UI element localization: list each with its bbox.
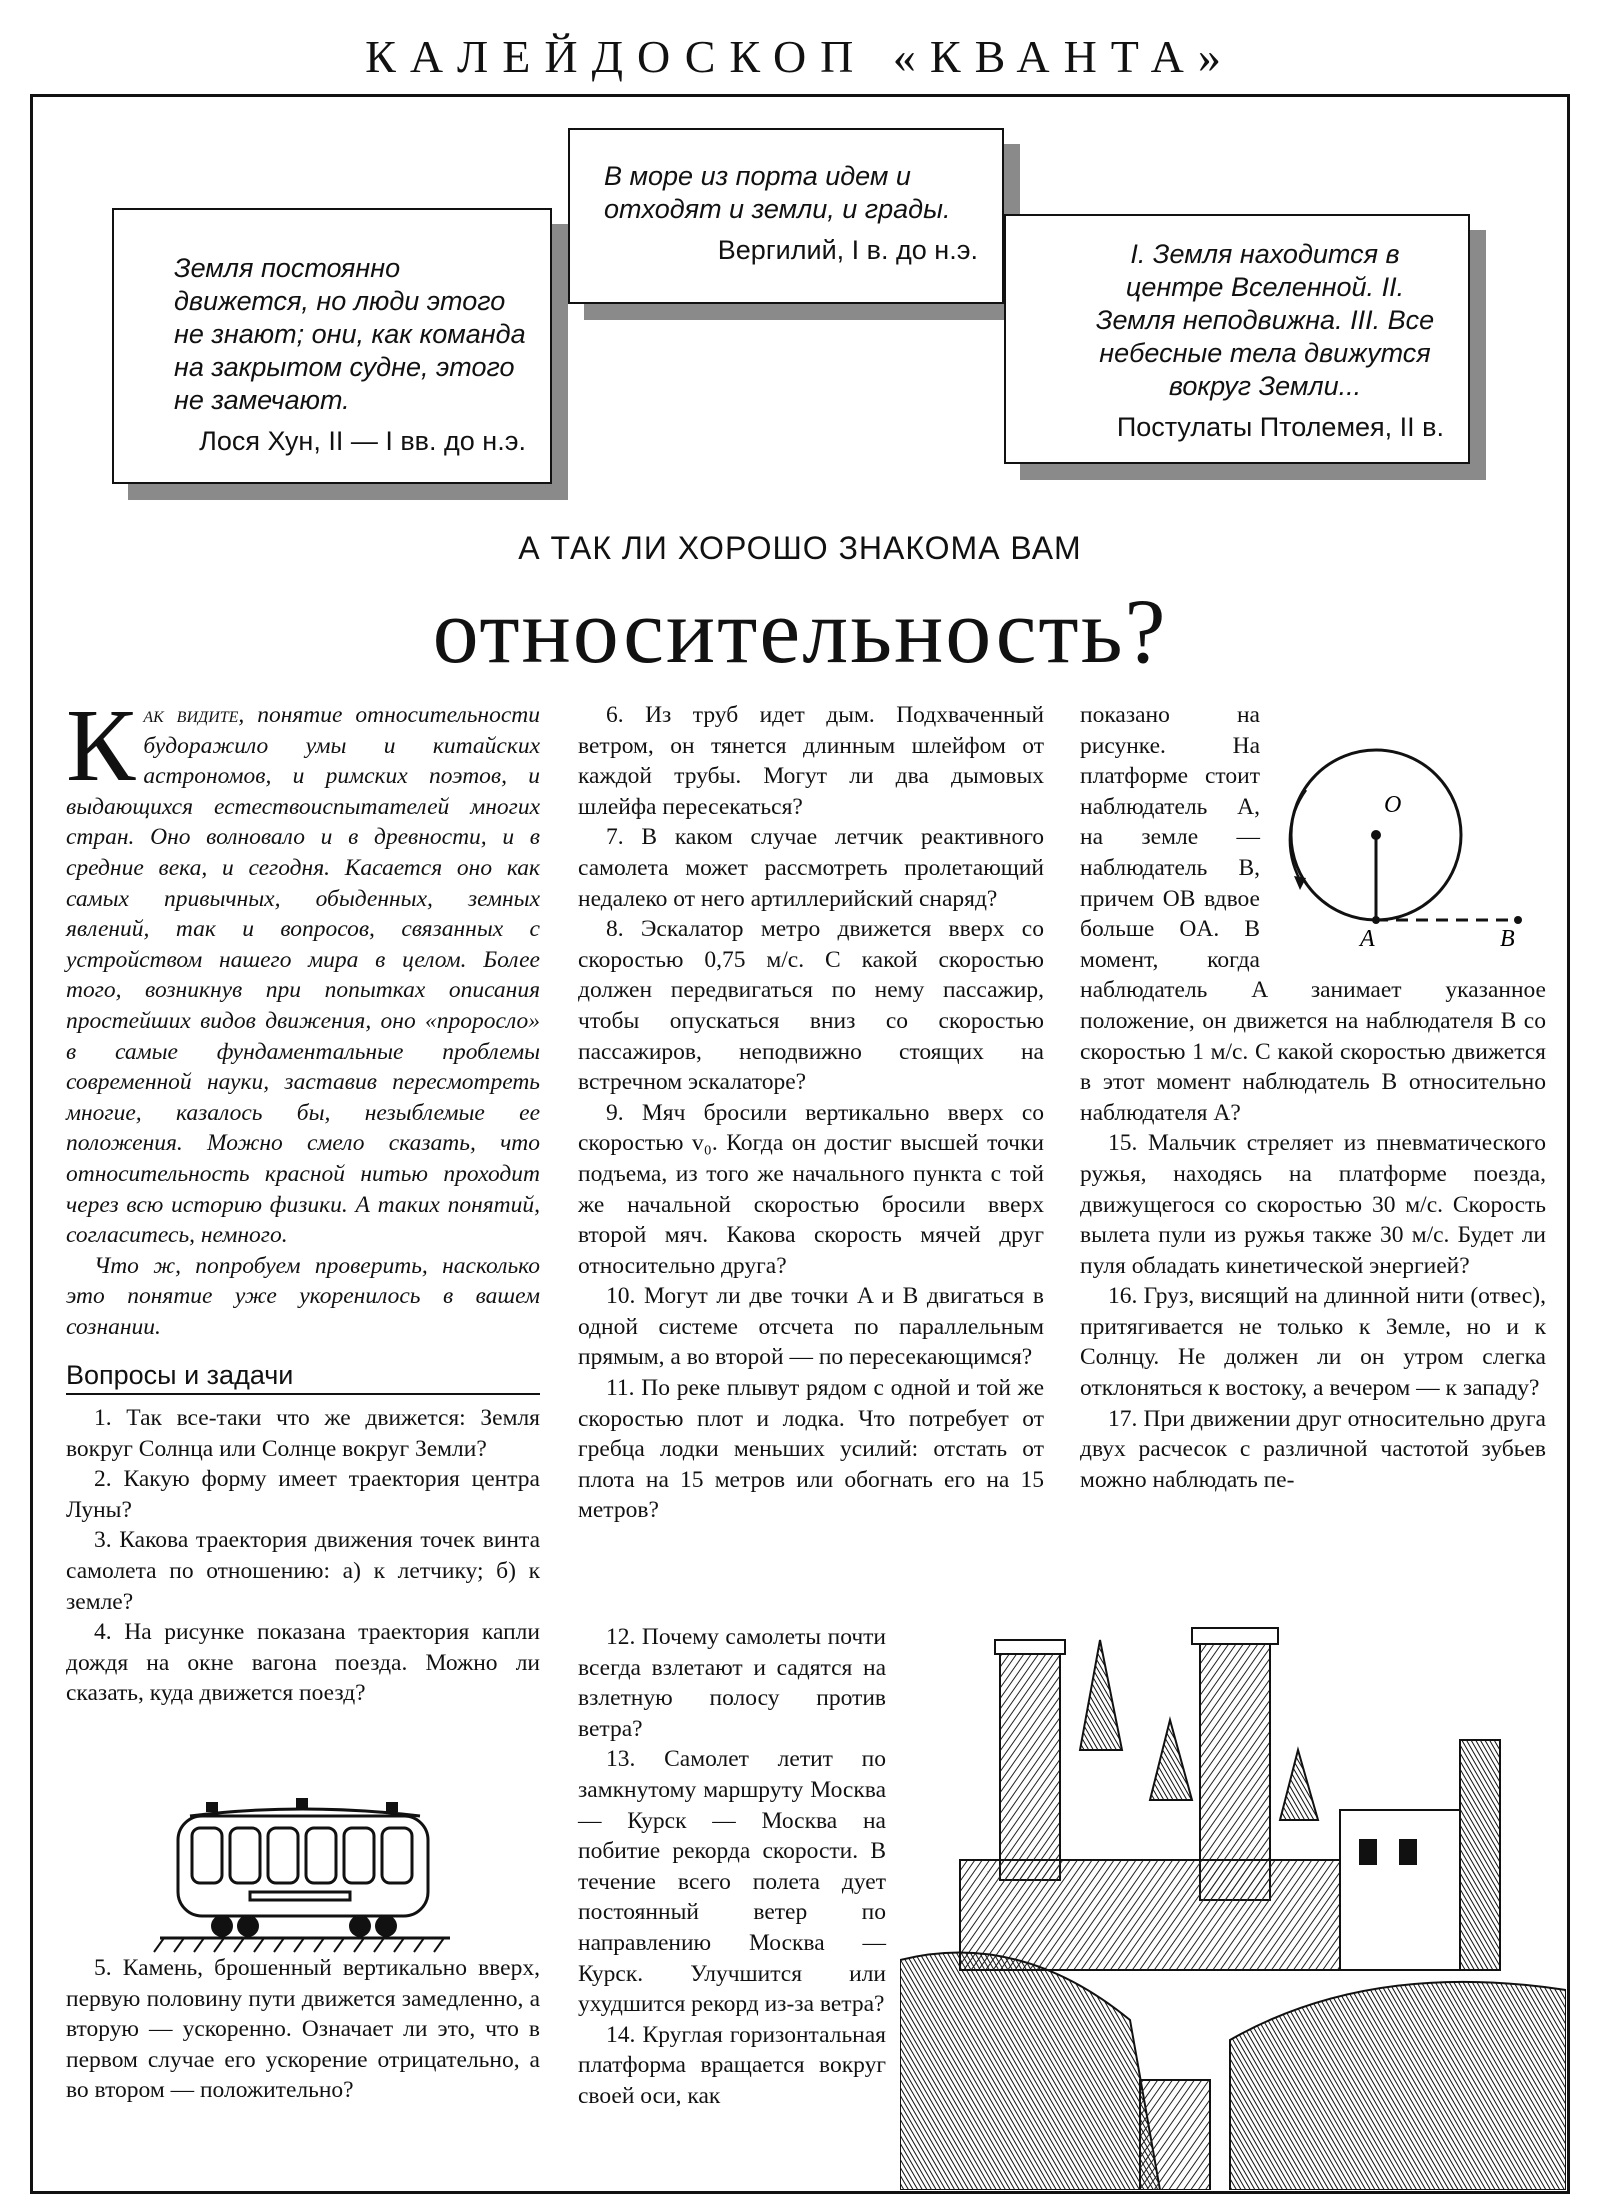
question-5: 5. Камень, брошенный вертикально вверх, первую половину пути движется замедленно, а вторую — ускоренно. Означает ли это, что в первом случае его ускорение отрицательно, а во втором — положительно? <box>66 1955 540 2104</box>
question-15: 15. Мальчик стреляет из пневматического ружья, находясь на платформе поезда, движущегося со скоростью 30 м/с. Скорость вылета пули из ружья также 30 м/с. Будет ли пуля обладать кинетической энергией? <box>1080 1130 1546 1279</box>
drop-cap: К <box>66 688 136 803</box>
intro-lead: ак видите, <box>143 702 245 728</box>
question-1: 1. Так все-таки что же движется: Земля вокруг Солнца или Солнце вокруг Земли? <box>66 1405 540 1462</box>
article-title: относительность? <box>432 580 1168 682</box>
castle-engraving <box>900 1600 1566 2190</box>
quote-author-2: Вергилий, I в. до н.э. <box>717 235 978 265</box>
question-4: 4. На рисунке показана траектория капли дождя на окне вагона поезда. Можно ли сказать, куда движется поезд? <box>66 1619 540 1707</box>
question-13: 13. Самолет летит по замкнутому маршруту Москва — Курск — Москва на побитие рекорда скорости. В течение всего полета дует постоянный ветер по направлению Москва — Курск. Улучшится или ухудшится рекорд из-за ветра? <box>578 1746 886 2018</box>
question-14: 14. Круглая горизонтальная платформа вращается вокруг своей оси, как <box>578 2021 886 2109</box>
column-1-bottom <box>66 1953 540 2106</box>
quote-box-1 <box>112 208 552 484</box>
question-10: 10. Могут ли две точки A и B двигаться в одной системе отсчета по параллельным прямым, а во второй — по пересекающимся? <box>578 1283 1044 1371</box>
question-3: 3. Какова траектория движения точек винта самолета по отношению: а) к летчику; б) к земле? <box>66 1527 540 1615</box>
platform-figure <box>1266 740 1546 950</box>
section-heading: Вопросы и задачи <box>66 1360 540 1395</box>
question-8: 8. Эскалатор метро движется вверх со скоростью 0,75 м/с. С какой скоростью должен передвигаться по нему пассажир, чтобы опускаться вниз со скоростью пассажиров, неподвижно стоящих на встречном эскалаторе? <box>578 916 1044 1096</box>
quote-box-3 <box>1004 214 1470 464</box>
intro-second: Что ж, попробуем проверить, насколько это понятие уже укоренилось в вашем сознании. <box>66 1252 540 1340</box>
column-2 <box>578 700 1044 1526</box>
intro-paragraph <box>66 688 540 1251</box>
article-subtitle: А ТАК ЛИ ХОРОШО ЗНАКОМА ВАМ <box>518 530 1082 566</box>
column-1 <box>66 688 540 1709</box>
label-b: B <box>1500 926 1515 950</box>
quote-text-3: I. Земля находится в центре Вселенной. II. Земля неподвижна. III. Все небесные тела движутся вокруг Земли... <box>1095 239 1435 401</box>
label-o: O <box>1384 792 1402 818</box>
quote-box-2 <box>568 128 1004 304</box>
question-6: 6. Из труб идет дым. Подхваченный ветром, он тянется длинным шлейфом от каждой трубы. Могут ли два дымовых шлейфа пересекаться? <box>578 702 1044 820</box>
column-3 <box>1080 700 1546 1495</box>
question-7: 7. В каком случае летчик реактивного самолета может рассмотреть пролетающий недалеко от него артиллерийский снаряд? <box>578 824 1044 912</box>
quote-author-3: Постулаты Птолемея, II в. <box>1116 412 1444 442</box>
train-car-figure <box>150 1788 460 1958</box>
question-16: 16. Груз, висящий на длинной нити (отвес), притягивается не только к Земле, но и к Солнцу. Не должен ли он утром слегка отклоняться к востоку, а вечером — к западу? <box>1080 1283 1546 1402</box>
question-12: 12. Почему самолеты почти всегда взлетают и садятся на взлетную полосу против ветра? <box>578 1624 886 1742</box>
question-14-continued: показано на рисунке. На платформе стоит наблюдатель A, на земле — наблюдатель B, причем OB вдвое больше OA. В момент, когда наблюдатель A занимает указанное положение, он движется на наблюдателя B со скоростью 1 м/с. С какой скоростью движется в этот момент наблюдатель B относительно наблюдателя A? <box>1080 702 1546 1126</box>
question-11: 11. По реке плывут рядом с одной и той же скоростью плот и лодка. Что потребует от гребца лодки меньших усилий: отстать от плота на 15 метров или обогнать его на 15 метров? <box>578 1375 1044 1524</box>
column-2-lower <box>578 1622 886 2112</box>
question-2: 2. Какую форму имеет траектория центра Луны? <box>66 1466 540 1523</box>
page-header: КАЛЕЙДОСКОП «КВАНТА» <box>365 31 1235 82</box>
intro-text: понятие относительности будоражило умы и китайских астрономов, и римских поэтов, и выдающихся естествоиспытателей многих стран. Оно волновало и в древности, и в средние века, и сегодня. Касается оно как самых привычных, обыденных, земных явлений, так и вопросов, связанных с устройством нашего мира в целом. Более того, возникнув при попытках описания простейших видов движения, оно «проросло» в самые фундаментальные проблемы современной науки, заставив пересмотреть многие, казалось бы, незыблемые ее положения. Можно смело сказать, что относительность красной нитью проходит через всю историю физики. А таких понятий, согласитесь, немного. <box>66 702 540 1249</box>
question-17: 17. При движении друг относительно друга двух расчесок с различной частотой зубьев можно наблюдать пе- <box>1080 1405 1546 1493</box>
quote-text-2: В море из порта идем и отходят и земли, и грады. <box>604 161 951 224</box>
quote-author-1: Лося Хун, II — I вв. до н.э. <box>199 426 526 456</box>
label-a: A <box>1360 926 1375 950</box>
question-9: 9. Мяч бросили вертикально вверх со скоростью v₀. Когда он достиг высшей точки подъема, из того же начального пункта с той же начальной скоростью бросили вверх второй мяч. Какова скорость мячей друг относительно друга? <box>578 1099 1044 1279</box>
quote-text-1: Земля постоянно движется, но люди этого не знают; они, как команда на закрытом судне, этого не замечают. <box>174 253 526 415</box>
